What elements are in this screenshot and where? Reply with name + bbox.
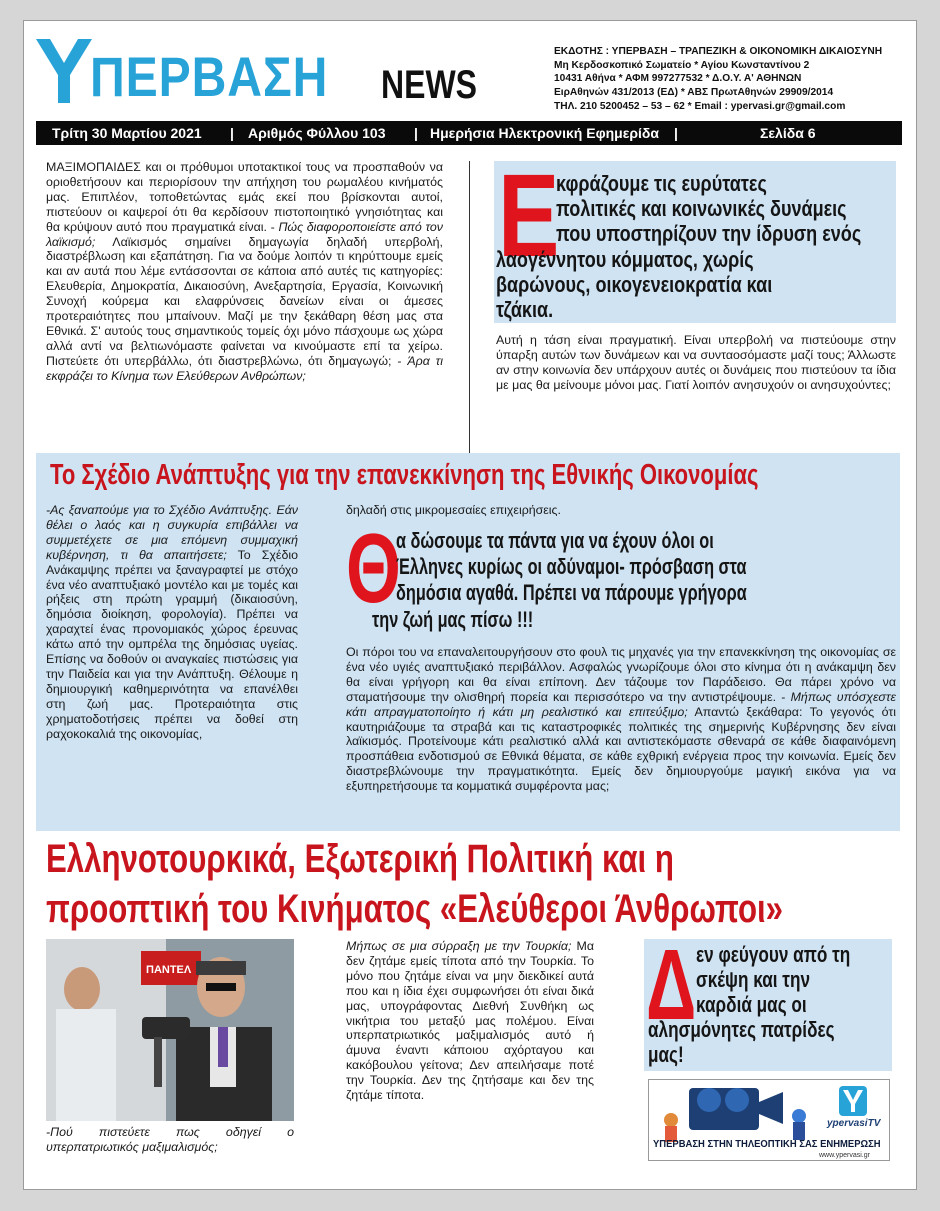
quote-line: πολιτικές και κοινωνικές δυνάμεις — [556, 196, 847, 221]
section-headline: Ελληνοτουρκικά, Εξωτερική Πολιτική και η — [46, 837, 674, 881]
bar-separator: | — [414, 125, 418, 141]
ad-url: www.ypervasi.gr — [819, 1152, 870, 1159]
quote-line: μας! — [648, 1042, 684, 1067]
quote-line: δημόσια αγαθά. Πρέπει να πάρουμε γρήγορα — [396, 580, 747, 605]
publisher-line: ΤΗΛ. 210 5200452 – 53 – 62 * Email : ypervasi.gr@gmail.com — [554, 100, 846, 112]
logo-y-icon — [36, 39, 92, 103]
quote-line: που υποστηρίζουν την ίδρυση ενός — [556, 221, 862, 246]
publisher-info — [554, 45, 904, 114]
issue-number: Αριθμός Φύλλου 103 — [248, 125, 386, 141]
quote-line: αλησμόνητες πατρίδες — [648, 1017, 835, 1042]
interview-photo — [46, 939, 294, 1121]
top-left-article: ΜΑΞΙΜΟΠΑΙΔΕΣ και οι πρόθυμοι υποτακτικοί τους να προσπαθούν να οριοθετήσουν και περιορίσουν την απήχηση του ρωμαλέου κινήματός μας. Επιπλέον, τοποθετώντας εμάς εκεί που βρίσκονται αυτοί, πιστεύουν οι καψεροί ότι θα κερδίσουν πιστοποιητικό γνησιότητας και θα κρύψουν αυτό που πραγματικά είναι. - Πώς διαφοροποιείστε από τον λαϊκισμό; Λαϊκισμός σημαίνει δημαγωγία δηλαδή υπερβολή, διαστρέβλωση και εξαπάτηση. Για να δούμε λοιπόν τι κηρύττουμε εμείς και αν αυτά που λέμε εντάσσονται σε κάποια από αυτές τις κατηγορίες: Ελευθερία, Δημοκρατία, Δικαιοσύνη, Ανεξαρτησία, Εργασία, Κοινωνική Συνοχή κούρεμα και ελαφρύνσεις δανείων είναι οι άμεσες προτεραιότητες που μπαίνουν. Μαζί με την ξεκάθαρη θέση μας στα Εθνικά. Σ' αυτούς τους σημαντικούς τομείς όχι μόνο πάσχουμε ως χώρα αλλά αντί να βελτιωνόμαστε φαίνεται να κινούμαστε επί τα χείρω. Πιστεύετε ότι υπερβάλλω, ότι διαστρεβλώνω, ότι δημαγωγώ; - Άρα τι εκφράζει το Κίνημα των Ελεύθερων Ανθρώπων; — [46, 160, 443, 383]
question: Μήπως υπόσχεστε κάτι απραγματοποίητο ή κάτι μη ρεαλιστικό και επιτεύξιμο; — [346, 689, 896, 719]
quote-line: Έλληνες κυρίως οι αδύναμοι- πρόσβαση στα — [396, 554, 747, 579]
foreign-policy-article: Μήπως σε μια σύρραξη με την Τουρκία; Μα δεν ζητάμε εμείς τίποτα από την Τουρκία. Το μόνο που ζητάμε είναι να μην διεκδικεί αυτά που και η ίδια έχει συμφωνήσει ότι είναι δικά μας, υπογράφοντας Διεθνή Συνθήκη ως νικήτρια του μεταξύ μας πολέμου. Είναι υπερπατριωτικός μαξιμαλισμός αυτό ή άμυνα έναντι κάποιου αχόρταγου και κακόβουλου γείτονα; Δεν απειλήσαμε ποτέ την Τουρκία. Δεν της ζητήσαμε και δεν της ζητάμε τίποτα. — [346, 939, 594, 1103]
question: -Ας ξαναπούμε για το Σχέδιο Ανάπτυξης. Εάν θέλει ο λαός και η συγκυρία επιβάλλει να συμμετέχετε σε μια επόμενη συμμαχική κυβέρνηση, τι θα απαιτήσετε; — [46, 503, 298, 562]
issue-type: Ημερήσια Ηλεκτρονική Εφημερίδα — [430, 125, 659, 141]
development-left-article: -Ας ξαναπούμε για το Σχέδιο Ανάπτυξης. Εάν θέλει ο λαός και η συγκυρία επιβάλλει να συμμετέχετε σε μια επόμενη συμμαχική κυβέρνηση, τι θα απαιτήσετε; Το Σχέδιο Ανάκαμψης πρέπει να ξαναγραφτεί με στόχο ένα νέο αναπτυξιακό μοντέλο και με τομές και ρήξεις στη πρώτη γραμμή (δικαιοσύνη, δημόσια διοίκηση, φορολογία). Πρέπει να χαραχτεί ένας προνομιακός χώρος έρευνας κάτω από την ομπρέλα της δημόσιας υγείας. Επίσης να δοθούν οι αναγκαίες πιστώσεις για την Παιδεία και για την Ανάπτυξη. Θέλουμε η δημιουργική καθημερινότητα να επανέλθει στη ζωή μας. Προτεραιότητα στις χρηματοδοτήσεις πρέπει να δοθεί στη ραχοκοκαλιά της οικονομίας, — [46, 503, 298, 741]
section-headline: Το Σχέδιο Ανάπτυξης για την επανεκκίνηση της Εθνικής Οικονομίας — [50, 459, 759, 491]
column-divider — [469, 161, 470, 459]
quote-line: εν φεύγουν από τη — [696, 942, 851, 967]
quote-line: κφράζουμε τις ευρύτατες — [556, 171, 767, 196]
logo-wordmark: ΠΕΡΒΑΣΗ — [90, 45, 329, 108]
quote-line: τζάκια. — [496, 297, 554, 322]
dropcap: Θ — [346, 513, 401, 623]
photo-caption: -Πού πιστεύετε πως οδηγεί ο υπερπατριωτικός μαξιμαλισμός; — [46, 1125, 294, 1154]
ad-text: ΥΠΕΡΒΑΣΗ ΣΤΗΝ ΤΗΛΕΟΠΤΙΚΗ ΣΑΣ ΕΝΗΜΕΡΩΣΗ — [653, 1138, 881, 1150]
publisher-line: ΕιρΑθηνών 431/2013 (ΕΔ) * ΑΒΣ ΠρωτΑθηνών 29909/2014 — [554, 87, 834, 99]
publisher-line: 10431 Αθήνα * ΑΦΜ 997277532 * Δ.Ο.Υ. Α' ΑΘΗΝΩΝ — [554, 73, 802, 85]
ypervasi-tv-ad[interactable] — [648, 1079, 890, 1161]
newspaper-page — [23, 20, 917, 1190]
quote-line: λαογέννητου κόμματος, χωρίς — [496, 247, 754, 272]
bar-separator: | — [230, 125, 234, 141]
top-right-article: Αυτή η τάση είναι πραγματική. Είναι υπερβολή να πιστεύουμε στην ύπαρξη αυτών των δυνάμεων και να συνταοσόμαστε μαζί τους; Άλλωστε αν στην κοινωνία δεν υπάρχουν αυτές οι δυνάμεις που πιστεύουν τα ίδια με μας θα μείνουμε μόνοι μας. Γιατί λοιπόν ανησυχούν οι ανησυχούντες; — [496, 333, 896, 392]
quote-line: την ζωή μας πίσω !!! — [372, 607, 534, 632]
publisher-line: ΕΚΔΟΤΗΣ : ΥΠΕΡΒΑΣΗ – ΤΡΑΠΕΖΙΚΗ & ΟΙΚΟΝΟΜΙΚΗ ΔΙΚΑΙΟΣΥΝΗ — [554, 46, 883, 57]
dropcap: Δ — [646, 929, 697, 1041]
question: Μήπως σε μια σύρραξη με την Τουρκία; — [346, 939, 572, 953]
issue-bar — [36, 121, 902, 145]
logo-news: NEWS — [381, 63, 477, 107]
quote-line: βαρώνους, οικογενειοκρατία και — [496, 272, 773, 297]
question: Άρα τι εκφράζει το Κίνημα των Ελεύθερων Ανθρώπων; — [46, 353, 443, 383]
quote-line: σκέψη και την — [696, 967, 811, 992]
quote-line: α δώσουμε τα πάντα για να έχουν όλοι οι — [396, 528, 714, 553]
page-number: Σελίδα 6 — [760, 125, 816, 141]
ad-brand: ypervasiTV — [827, 1118, 881, 1129]
issue-date: Τρίτη 30 Μαρτίου 2021 — [52, 125, 202, 141]
development-right-intro: δηλαδή στις μικρομεσαίες επιχειρήσεις. — [346, 503, 561, 517]
section-headline: προοπτική του Κινήματος «Ελεύθεροι Άνθρωποι» — [46, 887, 784, 931]
photo-sign: ΠΑΝΤΕΛ — [146, 964, 192, 976]
dropcap: Ε — [498, 150, 560, 282]
bar-separator: | — [674, 125, 678, 141]
publisher-line: Μη Κερδοσκοπικό Σωματείο * Αγίου Κωνσταντίνου 2 — [554, 59, 810, 71]
quote-line: καρδιά μας οι — [696, 992, 807, 1017]
development-right-article: Οι πόροι του να επαναλειτουργήσουν στο φουλ τις μηχανές για την επανεκκίνηση της οικονομίας σε ένα νέο υγιές αναπτυξιακό περιβάλλον. Ασφαλώς γνωρίζουμε όλοι στο κίνημα ότι η ανάκαμψη δεν θα είναι γρήγορη και θα είναι επίπονη. Δεν τάζουμε τον Παράδεισο. Θα πάρει χρόνο να σταματήσουμε την ολισθηρή πορεία και περισσότερο να την αντιστρέψουμε. - Μήπως υπόσχεστε κάτι απραγματοποίητο ή κάτι μη ρεαλιστικό και επιτεύξιμο; Απαντώ ξεκάθαρα: Το γεγονός ότι καυτηριάζουμε τα στραβά και τις καταστροφικές πολιτικές της σημερινής Κυβέρνησης δεν είναι λαϊκισμός. Προτείνουμε κάτι ρεαλιστικό αλλά και αντιστεκόμαστε σθεναρά σε κάθε διαφαινόμενη προσπάθεια ενδοτισμού σε Εθνικά θέματα, σε κάθε εχθρική ενέργεια προς την κοινωνία. Εμείς δεν διαστρεβλώνουμε την πραγματικότητα. Εμείς δεν δημιουργούμε μαγική εικόνα για να εξυπηρετήσουμε τα κομματικά συμφέροντα μας; — [346, 645, 896, 794]
question: Πώς διαφοροποιείστε από τον λαϊκισμό; — [46, 219, 443, 249]
